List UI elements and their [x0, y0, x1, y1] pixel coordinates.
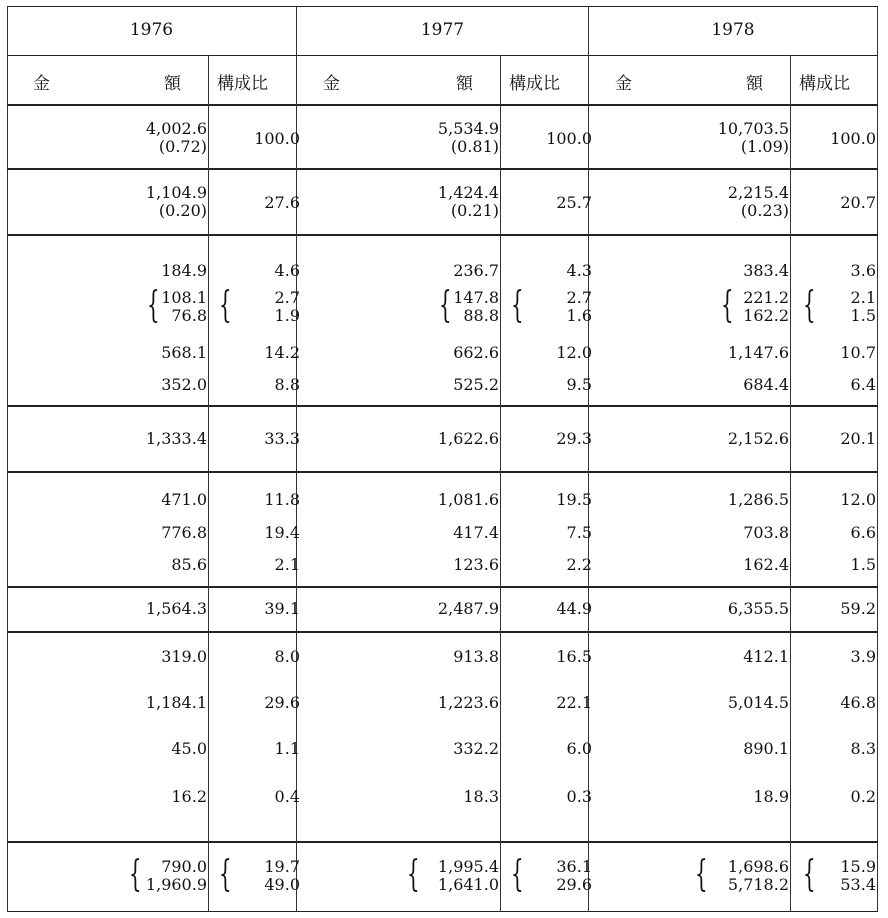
rule-top: [7, 6, 878, 7]
ratio-cell: 3.9: [850, 647, 876, 666]
rule-6: [7, 631, 878, 633]
amount-cell: 85.6: [171, 555, 207, 574]
ratio-cell-upper: 2.7: [274, 288, 300, 307]
amount-cell: 1,564.3: [145, 599, 207, 618]
statistics-table: [7, 6, 878, 912]
amount-cell: 1,104.9: [145, 183, 207, 202]
amount-cell: 662.6: [453, 343, 499, 362]
amount-cell: 1,424.4: [437, 183, 499, 202]
ratio-cell: 7.5: [566, 523, 592, 542]
amount-cell: 5,014.5: [727, 693, 789, 712]
ratio-cell-upper: 15.9: [840, 857, 876, 876]
amount-cell: 123.6: [453, 555, 499, 574]
amount-cell: 2,215.4: [727, 183, 789, 202]
ratio-cell: 19.5: [556, 490, 592, 509]
ratio-cell: 12.0: [556, 343, 592, 362]
brace-icon: {: [219, 285, 232, 326]
amount-cell: 18.9: [753, 787, 789, 806]
amount-cell: 332.2: [453, 739, 499, 758]
rule-header: [7, 104, 878, 106]
ratio-cell: 8.3: [850, 739, 876, 758]
ratio-cell-lower: 1.9: [274, 306, 300, 325]
ratio-cell: 59.2: [840, 599, 876, 618]
amount-cell: 184.9: [161, 261, 207, 280]
rule-2: [7, 234, 878, 236]
ratio-header: 構成比: [217, 74, 268, 94]
amount-cell: 703.8: [743, 523, 789, 542]
amount-cell-upper: 147.8: [453, 288, 499, 307]
rule-bottom: [7, 911, 878, 912]
amount-cell-lower: 88.8: [463, 306, 499, 325]
ratio-cell: 0.2: [850, 787, 876, 806]
amount-cell-upper: 790.0: [161, 857, 207, 876]
ratio-cell-lower: 1.6: [566, 306, 592, 325]
amount-cell: 471.0: [161, 490, 207, 509]
amount-cell-upper: 1,698.6: [727, 857, 789, 876]
amount-cell: 4,002.6: [145, 119, 207, 138]
ratio-cell: 33.3: [264, 429, 300, 448]
col-divider-1977: [500, 55, 501, 912]
ratio-cell-lower: 53.4: [840, 875, 876, 894]
amount-cell: 1,081.6: [437, 490, 499, 509]
share-cell: (0.21): [450, 201, 499, 220]
amount-cell-lower: 76.8: [171, 306, 207, 325]
ratio-cell: 14.2: [264, 343, 300, 362]
ratio-cell: 10.7: [840, 343, 876, 362]
amount-cell-upper: 1,995.4: [437, 857, 499, 876]
year-header-1977: 1977: [420, 20, 465, 40]
amount-header-right: 額: [164, 74, 181, 94]
ratio-cell: 8.0: [274, 647, 300, 666]
ratio-header: 構成比: [799, 74, 850, 94]
amount-cell: 10,703.5: [717, 119, 789, 138]
amount-cell: 2,152.6: [727, 429, 789, 448]
amount-cell: 776.8: [161, 523, 207, 542]
ratio-cell: 100.0: [254, 129, 300, 148]
share-cell: (0.20): [158, 201, 207, 220]
amount-header-left: 金: [615, 74, 632, 94]
brace-icon: {: [407, 854, 420, 895]
amount-cell: 913.8: [453, 647, 499, 666]
ratio-cell: 20.1: [840, 429, 876, 448]
amount-cell: 684.4: [743, 375, 789, 394]
amount-cell: 236.7: [453, 261, 499, 280]
ratio-cell: 27.6: [264, 193, 300, 212]
amount-cell: 162.4: [743, 555, 789, 574]
ratio-cell-lower: 49.0: [264, 875, 300, 894]
ratio-cell: 11.8: [264, 490, 300, 509]
ratio-cell: 0.4: [274, 787, 300, 806]
amount-header-left: 金: [33, 74, 50, 94]
ratio-cell: 100.0: [546, 129, 592, 148]
ratio-cell: 46.8: [840, 693, 876, 712]
year-header-1976: 1976: [129, 20, 174, 40]
rule-4: [7, 471, 878, 473]
amount-cell-upper: 221.2: [743, 288, 789, 307]
amount-cell-lower: 5,718.2: [727, 875, 789, 894]
ratio-cell-upper: 36.1: [556, 857, 592, 876]
brace-icon: {: [219, 854, 232, 895]
brace-icon: {: [511, 285, 524, 326]
ratio-cell-upper: 19.7: [264, 857, 300, 876]
share-cell: (0.23): [740, 201, 789, 220]
amount-cell: 568.1: [161, 343, 207, 362]
amount-cell: 6,355.5: [727, 599, 789, 618]
amount-cell: 18.3: [463, 787, 499, 806]
amount-cell-lower: 162.2: [743, 306, 789, 325]
amount-header-right: 額: [456, 74, 473, 94]
brace-icon: {: [803, 285, 816, 326]
amount-cell: 1,286.5: [727, 490, 789, 509]
amount-cell: 1,333.4: [145, 429, 207, 448]
ratio-cell: 2.2: [566, 555, 592, 574]
table-right-border: [877, 6, 878, 912]
amount-cell: 1,147.6: [727, 343, 789, 362]
ratio-cell: 4.3: [566, 261, 592, 280]
amount-cell: 1,223.6: [437, 693, 499, 712]
rule-year: [7, 55, 878, 56]
ratio-cell: 44.9: [556, 599, 592, 618]
year-header-1978: 1978: [711, 20, 755, 40]
ratio-cell: 6.4: [850, 375, 876, 394]
ratio-cell: 29.6: [264, 693, 300, 712]
brace-icon: {: [129, 854, 142, 895]
brace-icon: {: [721, 285, 734, 326]
ratio-cell: 12.0: [840, 490, 876, 509]
ratio-cell: 0.3: [566, 787, 592, 806]
share-cell: (0.81): [450, 137, 499, 156]
amount-cell: 5,534.9: [437, 119, 499, 138]
amount-cell: 1,622.6: [437, 429, 499, 448]
ratio-cell: 6.0: [566, 739, 592, 758]
ratio-cell: 1.1: [274, 739, 300, 758]
amount-cell: 16.2: [171, 787, 207, 806]
ratio-cell: 8.8: [274, 375, 300, 394]
brace-icon: {: [439, 285, 452, 326]
amount-cell: 412.1: [743, 647, 789, 666]
ratio-cell: 100.0: [830, 129, 876, 148]
rule-7: [7, 841, 878, 843]
ratio-cell-lower: 1.5: [850, 306, 876, 325]
ratio-cell: 16.5: [556, 647, 592, 666]
ratio-cell: 25.7: [556, 193, 592, 212]
amount-cell: 319.0: [161, 647, 207, 666]
amount-cell-lower: 1,641.0: [437, 875, 499, 894]
amount-cell: 525.2: [453, 375, 499, 394]
ratio-cell-lower: 29.6: [556, 875, 592, 894]
amount-cell: 1,184.1: [145, 693, 207, 712]
col-divider-1976: [208, 55, 209, 912]
ratio-cell: 6.6: [850, 523, 876, 542]
share-cell: (0.72): [158, 137, 207, 156]
table-left-border: [7, 6, 8, 912]
ratio-header: 構成比: [509, 74, 560, 94]
rule-1: [7, 168, 878, 170]
brace-icon: {: [147, 285, 160, 326]
ratio-cell: 2.1: [274, 555, 300, 574]
amount-header-left: 金: [323, 74, 340, 94]
amount-cell-lower: 1,960.9: [145, 875, 207, 894]
ratio-cell: 22.1: [556, 693, 592, 712]
rule-5: [7, 586, 878, 588]
amount-cell: 45.0: [171, 739, 207, 758]
amount-cell: 417.4: [453, 523, 499, 542]
ratio-cell-upper: 2.7: [566, 288, 592, 307]
ratio-cell: 4.6: [274, 261, 300, 280]
rule-3: [7, 405, 878, 407]
ratio-cell: 29.3: [556, 429, 592, 448]
brace-icon: {: [695, 854, 708, 895]
ratio-cell-upper: 2.1: [850, 288, 876, 307]
brace-icon: {: [511, 854, 524, 895]
amount-cell: 352.0: [161, 375, 207, 394]
amount-cell: 890.1: [743, 739, 789, 758]
amount-cell: 2,487.9: [437, 599, 499, 618]
ratio-cell: 1.5: [850, 555, 876, 574]
ratio-cell: 39.1: [264, 599, 300, 618]
amount-cell: 383.4: [743, 261, 789, 280]
ratio-cell: 9.5: [566, 375, 592, 394]
brace-icon: {: [803, 854, 816, 895]
ratio-cell: 19.4: [264, 523, 300, 542]
col-divider-1978: [790, 55, 791, 912]
ratio-cell: 20.7: [840, 193, 876, 212]
amount-cell-upper: 108.1: [161, 288, 207, 307]
ratio-cell: 3.6: [850, 261, 876, 280]
amount-header-right: 額: [746, 74, 763, 94]
share-cell: (1.09): [740, 137, 789, 156]
